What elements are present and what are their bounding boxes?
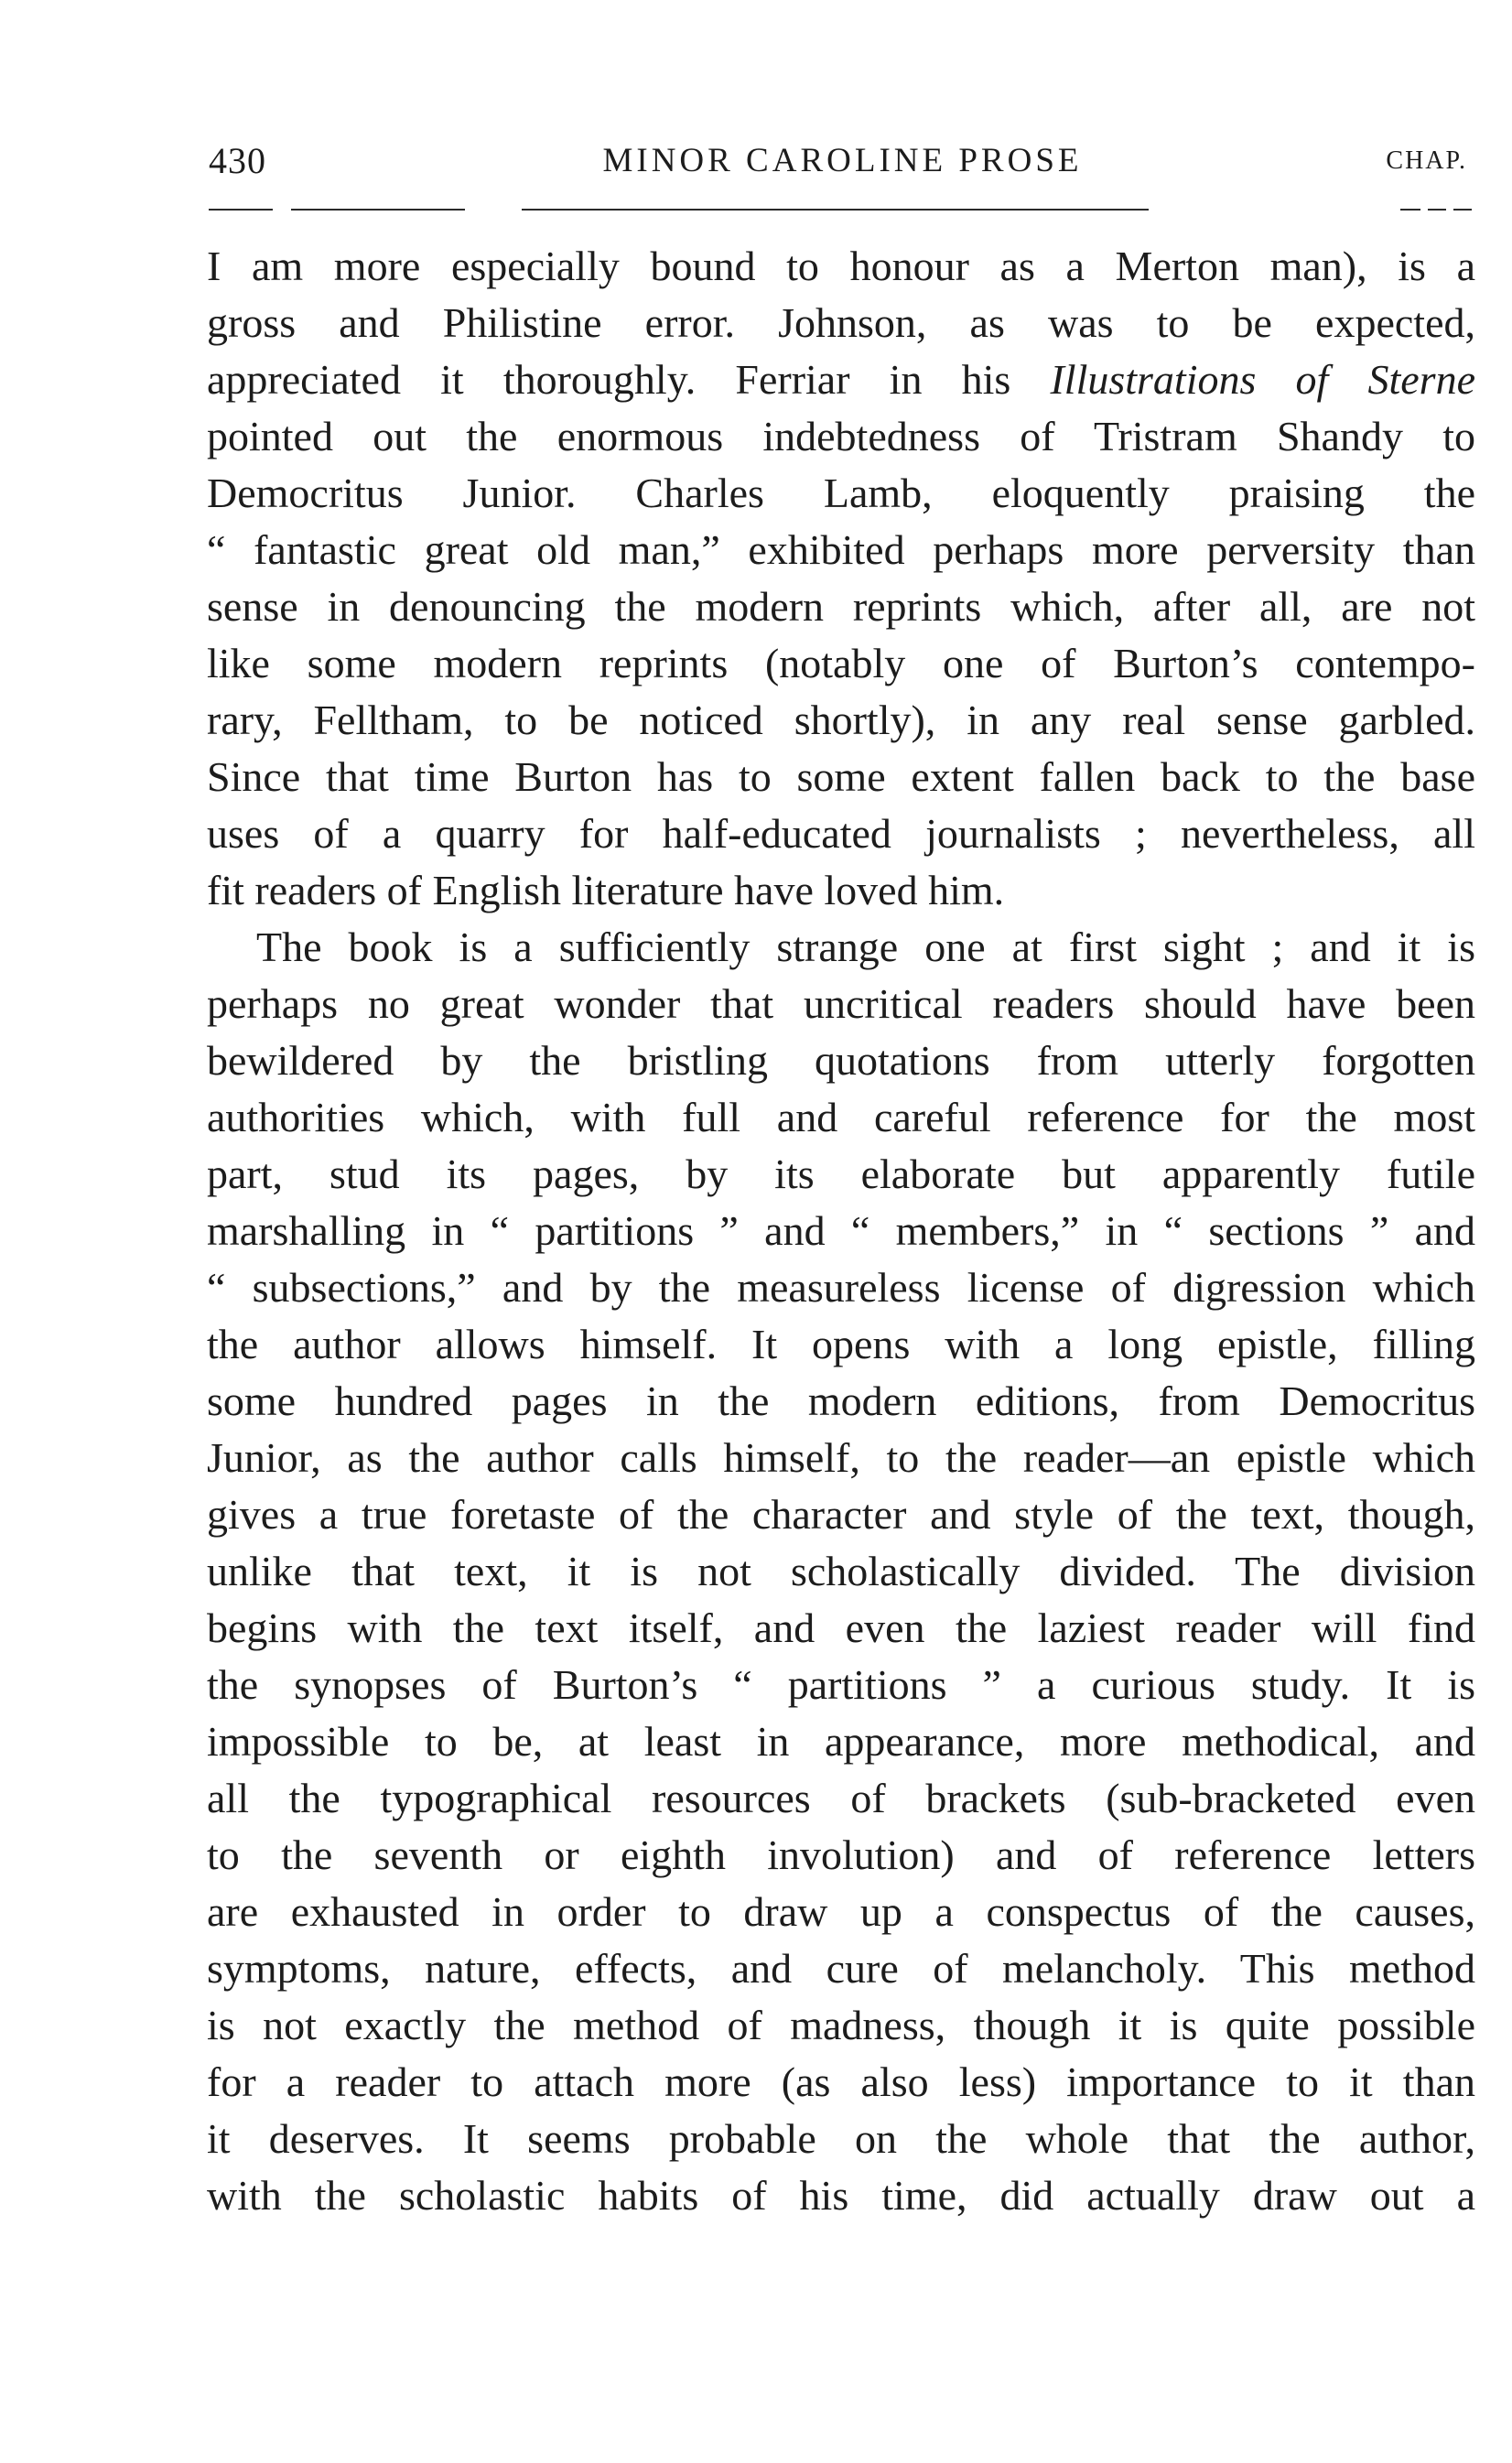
text-line: it deserves. It seems probable on the whole that the author, <box>207 2115 1475 2162</box>
text-line: marshalling in “ partitions ” and “ members,” in “ sections ” and <box>207 1207 1475 1254</box>
text-line: bewildered by the bristling quotations from utterly forgotten <box>207 1037 1475 1084</box>
text-line: pointed out the enormous indebtedness of Tristram Shandy to <box>207 413 1475 459</box>
text-line: fit readers of English literature have loved him. <box>207 867 1005 913</box>
page-number: 430 <box>209 140 266 181</box>
text-fragment: appreciated it thoroughly. Ferriar in his <box>207 356 1051 403</box>
paragraph <box>207 919 1475 2224</box>
text-line: Since that time Burton has to some extent fallen back to the base <box>207 753 1475 800</box>
text-line: like some modern reprints (notably one of Burton’s contempo- <box>207 640 1475 686</box>
header-rule-segment <box>1400 209 1420 211</box>
text-line: begins with the text itself, and even the laziest reader will find <box>207 1604 1475 1651</box>
text-line-with-italic-title <box>207 351 1475 408</box>
text-line: all the typographical resources of brackets (sub-bracketed even <box>207 1775 1475 1821</box>
text-line: to the seventh or eighth involution) and of reference letters <box>207 1831 1475 1878</box>
text-line: sense in denouncing the modern reprints which, after all, are not <box>207 583 1475 630</box>
paragraph <box>207 238 1475 919</box>
text-line: some hundred pages in the modern editions, from Democritus <box>207 1377 1475 1424</box>
text-line: gross and Philistine error. Johnson, as was to be expected, <box>207 299 1475 346</box>
text-line: are exhausted in order to draw up a conspectus of the causes, <box>207 1888 1475 1935</box>
text-line: symptoms, nature, effects, and cure of melancholy. This method <box>207 1945 1475 1992</box>
header-rule-segment <box>522 209 1149 211</box>
running-title: MINOR CAROLINE PROSE <box>602 142 1083 179</box>
text-line: “ subsections,” and by the measureless license of digression which <box>207 1264 1475 1311</box>
chapter-mark: CHAP. <box>1386 146 1467 175</box>
text-line: Junior, as the author calls himself, to the reader—an epistle which <box>207 1434 1475 1481</box>
header-rule-segment <box>209 209 273 211</box>
text-line: is not exactly the method of madness, though it is quite possible <box>207 2002 1475 2048</box>
text-line: unlike that text, it is not scholastically divided. The division <box>207 1548 1475 1594</box>
header-rule-segment <box>291 209 465 211</box>
text-line: I am more especially bound to honour as a Merton man), is a <box>207 243 1475 289</box>
text-line: the author allows himself. It opens with a long epistle, filling <box>207 1321 1475 1367</box>
text-line: the synopses of Burton’s “ partitions ” a curious study. It is <box>207 1661 1475 1708</box>
text-line: perhaps no great wonder that uncritical readers should have been <box>207 980 1475 1027</box>
text-line: with the scholastic habits of his time, did actually draw out a <box>207 2172 1475 2219</box>
body-text <box>207 238 1475 2224</box>
text-line: authorities which, with full and careful reference for the most <box>207 1094 1475 1140</box>
italic-book-title: Illustrations of Sterne <box>1050 356 1475 403</box>
text-line: part, stud its pages, by its elaborate but apparently futile <box>207 1150 1475 1197</box>
text-line: for a reader to attach more (as also less) importance to it than <box>207 2058 1475 2105</box>
text-line: gives a true foretaste of the character and style of the text, though, <box>207 1491 1475 1538</box>
text-line: “ fantastic great old man,” exhibited perhaps more perversity than <box>207 526 1475 573</box>
header-rule-segment <box>1453 209 1472 211</box>
text-line: uses of a quarry for half-educated journalists ; nevertheless, all <box>207 810 1475 857</box>
text-line: impossible to be, at least in appearance, more methodical, and <box>207 1718 1475 1765</box>
text-line: The book is a sufficiently strange one at first sight ; and it is <box>256 924 1475 970</box>
header-rule-segment <box>1428 209 1446 211</box>
running-head <box>209 139 1476 194</box>
text-line: rary, Felltham, to be noticed shortly), in any real sense garbled. <box>207 697 1475 743</box>
text-line: Democritus Junior. Charles Lamb, eloquently praising the <box>207 470 1475 516</box>
